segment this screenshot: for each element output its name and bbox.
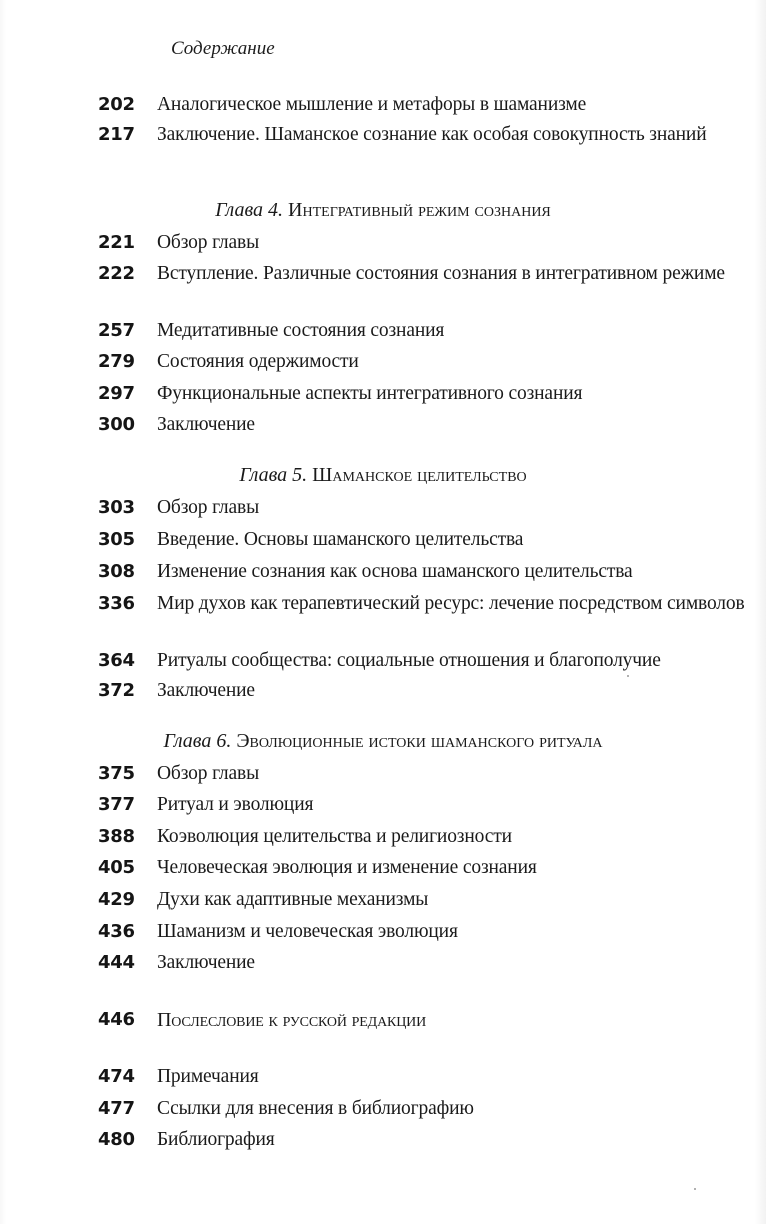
entry-title: Аналогическое мышление и метафоры в шаманизме — [157, 94, 587, 115]
entry-title: Человеческая эволюция и изменение сознания — [157, 857, 537, 878]
entry-title: Духи как адаптивные механизмы — [157, 889, 429, 910]
chapter-heading[interactable] — [0, 730, 766, 753]
page-number: 336 — [98, 593, 135, 614]
entry-title: Заключение — [157, 952, 255, 973]
entry-title: Функциональные аспекты интегративного сознания — [157, 383, 583, 404]
page-number: 377 — [98, 794, 135, 815]
page-number: 405 — [98, 857, 135, 878]
chapter-label: Глава 6. — [163, 730, 232, 752]
entry-title: Примечания — [157, 1066, 259, 1087]
chapter-label: Глава 4. — [215, 199, 284, 221]
entry-title: Обзор главы — [157, 763, 260, 784]
page-number: 474 — [98, 1066, 135, 1087]
page-number: 297 — [98, 383, 135, 404]
entry-title: Вступление. Различные состояния сознания в интегративном режиме — [157, 263, 725, 284]
entry-title: Обзор главы — [157, 232, 260, 253]
page-number: 388 — [98, 826, 135, 847]
entry-title: Ссылки для внесения в библиографию — [157, 1098, 474, 1119]
page-number: 202 — [98, 94, 135, 115]
page-number: 375 — [98, 763, 135, 784]
entry-title: Коэволюция целительства и религиозности — [157, 826, 512, 847]
entry-title: Библиография — [157, 1129, 275, 1150]
entry-title: Медитативные состояния сознания — [157, 320, 445, 341]
page-number: 305 — [98, 529, 135, 550]
running-head: Содержание — [171, 38, 275, 59]
page-number: 429 — [98, 889, 135, 910]
entry-title: Заключение — [157, 680, 255, 701]
entry-title: Послесловие к русской редакции — [157, 1009, 427, 1031]
page-number: 444 — [98, 952, 135, 973]
entry-title: Введение. Основы шаманского целительства — [157, 529, 524, 550]
entry-title: Шаманизм и человеческая эволюция — [157, 921, 458, 942]
entry-title: Ритуалы сообщества: социальные отношения и благополучие — [157, 650, 661, 671]
scan-speck — [694, 1188, 696, 1190]
page-number: 279 — [98, 351, 135, 372]
entry-title: Изменение сознания как основа шаманского целительства — [157, 561, 633, 582]
page-number: 221 — [98, 232, 135, 253]
page-number: 308 — [98, 561, 135, 582]
chapter-name: Шаманское целительство — [312, 464, 527, 486]
scan-speck — [627, 675, 629, 677]
entry-title: Ритуал и эволюция — [157, 794, 314, 815]
entry-title: Состояния одержимости — [157, 351, 359, 372]
chapter-name: Интегративный режим сознания — [288, 199, 551, 221]
chapter-heading[interactable] — [0, 199, 766, 222]
page-number: 480 — [98, 1129, 135, 1150]
entry-title: Заключение — [157, 414, 255, 435]
page-number: 446 — [98, 1009, 135, 1030]
entry-title: Мир духов как терапевтический ресурс: лечение посредством символов — [157, 593, 745, 614]
page-number: 300 — [98, 414, 135, 435]
page-number: 257 — [98, 320, 135, 341]
chapter-label: Глава 5. — [239, 464, 308, 486]
page-number: 364 — [98, 650, 135, 671]
page-number: 477 — [98, 1098, 135, 1119]
chapter-heading[interactable] — [0, 464, 766, 487]
page-number: 222 — [98, 263, 135, 284]
entry-title: Обзор главы — [157, 497, 260, 518]
page-number: 217 — [98, 124, 135, 145]
page-number: 372 — [98, 680, 135, 701]
page-number: 303 — [98, 497, 135, 518]
page-number: 436 — [98, 921, 135, 942]
chapter-name: Эволюционные истоки шаманского ритуала — [236, 730, 603, 752]
entry-title: Заключение. Шаманское сознание как особая совокупность знаний — [157, 124, 707, 145]
